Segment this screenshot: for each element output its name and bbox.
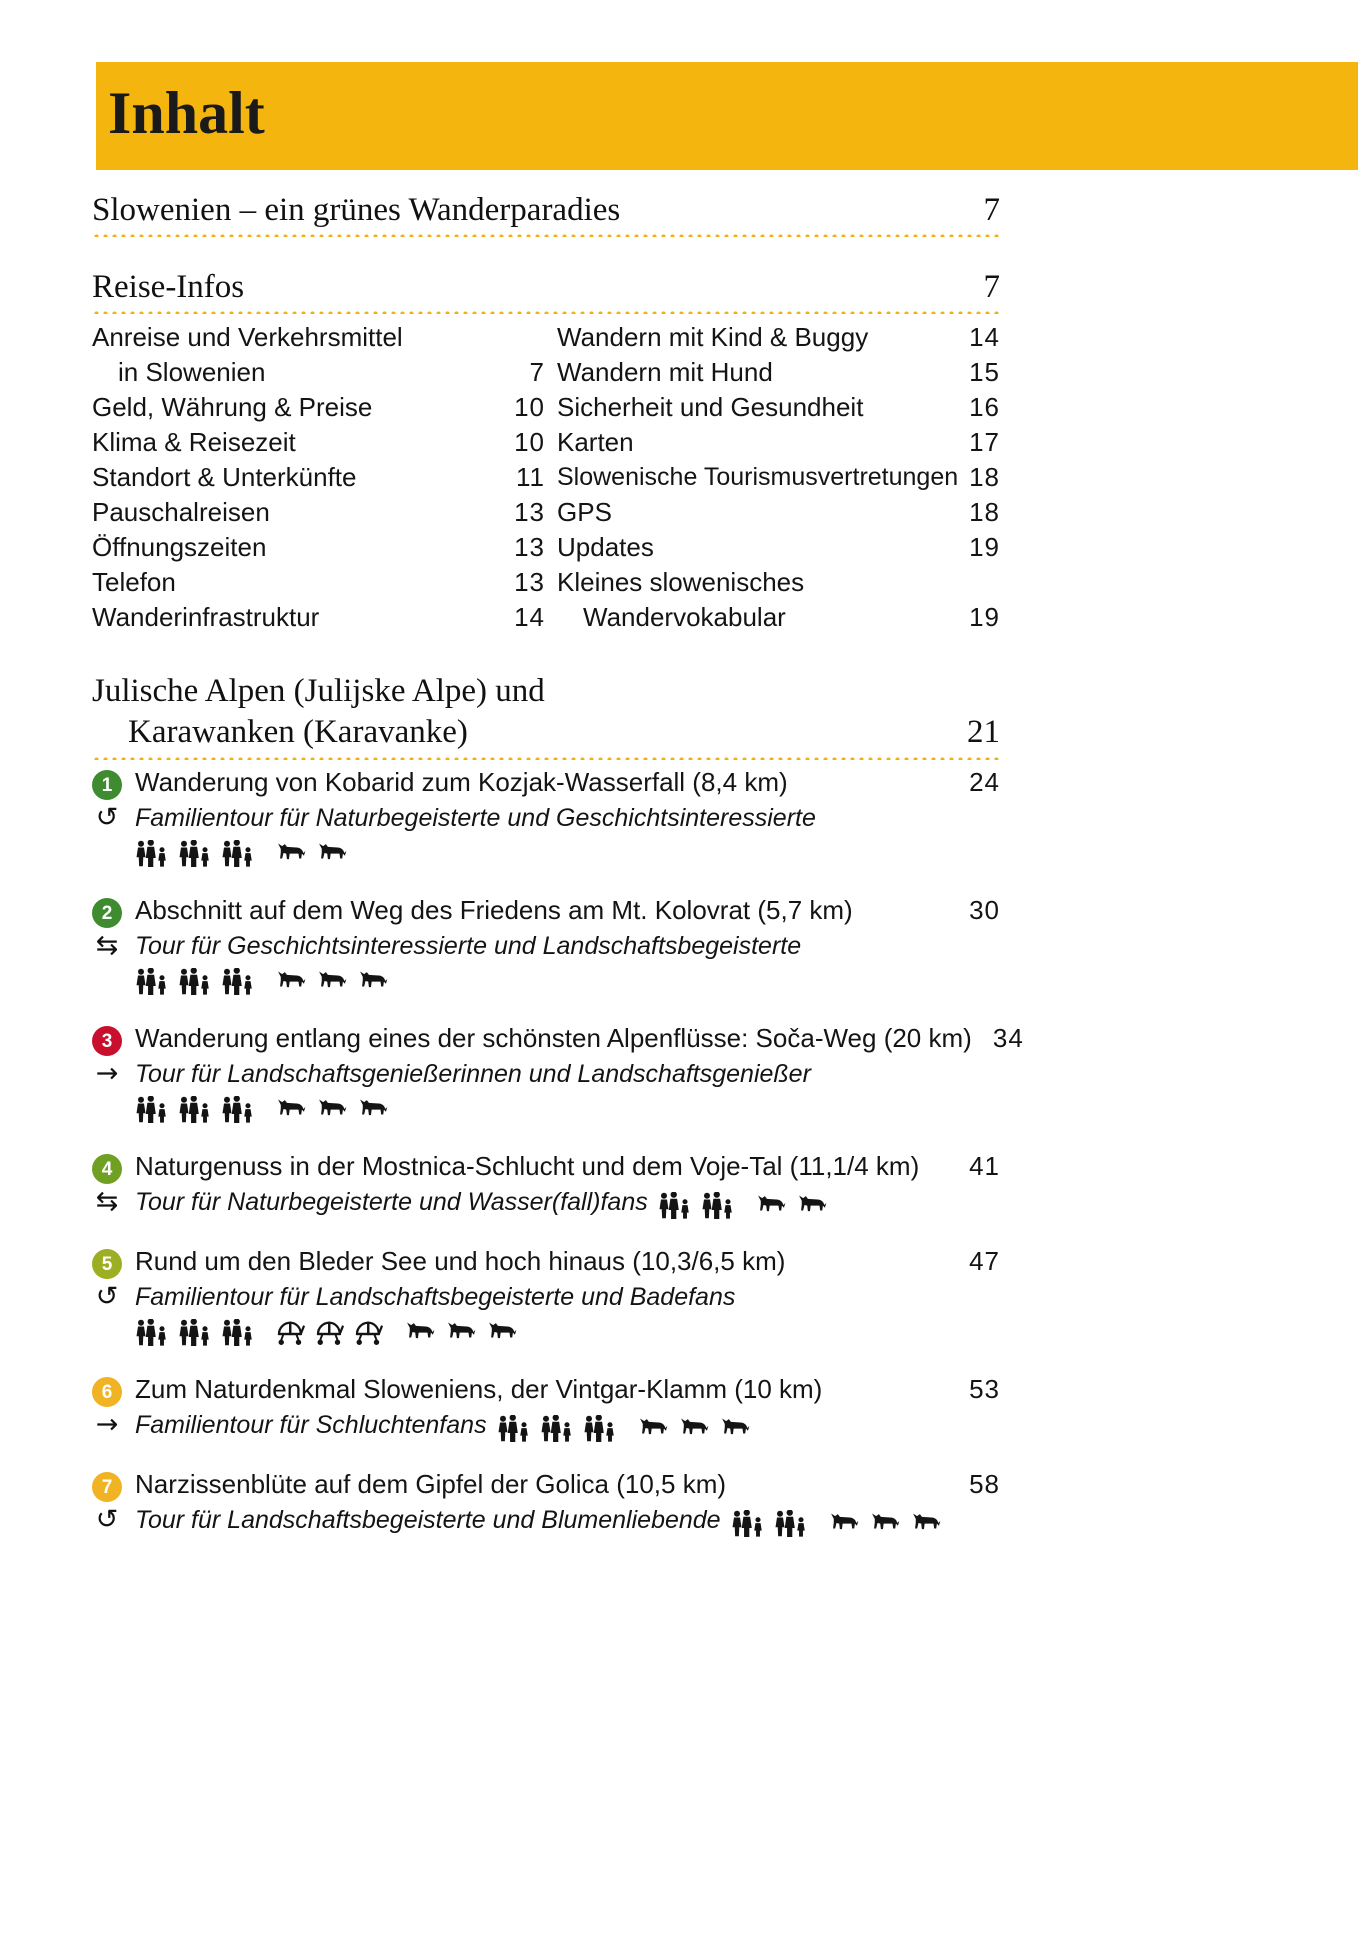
tour-title: Abschnitt auf dem Weg des Friedens am Mt. Kolovrat (5,7 km) [135,895,853,925]
toc-entry-page: 13 [514,532,545,562]
tour-entry[interactable] [92,892,1000,998]
toc-entry-page: 10 [514,427,545,457]
toc-entry-label[interactable]: Geld, Währung & Preise [92,392,373,422]
toc-entry-page: 18 [969,462,1000,492]
toc-content [92,190,1024,1539]
toc-entry-label[interactable]: Anreise und Verkehrsmittel [92,322,403,352]
toc-entry-page: 10 [514,392,545,422]
tour-number-badge: 7 [92,1472,122,1502]
tour-title: Wanderung von Kobarid zum Kozjak-Wasserfall (8,4 km) [135,767,788,797]
section-page-number: 7 [983,192,1000,228]
tour-description: Tour für Landschaftsbegeisterte und Blumenliebende [135,1503,952,1539]
pictogram-row [135,1315,1000,1349]
tour-description: Familientour für Landschaftsbegeisterte und Badefans [135,1283,736,1311]
tour-title: Narzissenblüte auf dem Gipfel der Golica (10,5 km) [135,1469,727,1499]
pictogram-row [731,1505,952,1539]
tour-list [92,764,1024,1539]
loop-icon: ↺ [95,1281,119,1312]
toc-entry-label[interactable]: Updates [557,532,654,562]
one-way-arrow-icon: → [95,1058,119,1089]
toc-entry-label[interactable]: Wandervokabular [583,602,786,632]
tour-description: Tour für Naturbegeisterte und Wasser(fall)fans [135,1185,838,1221]
dotted-leader-rule [92,232,1000,237]
section-title: Reise-Infos [92,269,245,305]
tour-title: Zum Naturdenkmal Sloweniens, der Vintgar-Klamm (10 km) [135,1374,823,1404]
toc-entry-label[interactable]: Telefon [92,567,176,597]
pictogram-row [658,1187,838,1221]
toc-entry-label[interactable]: Slowenische Tourismusvertretungen [557,463,959,491]
tour-page-number: 47 [969,1246,1000,1276]
chapter-title-line2: Karawanken (Karavanke) [128,714,468,750]
toc-entry-page [957,565,1000,600]
toc-entry-label[interactable]: GPS [557,497,612,527]
tour-entry[interactable] [92,1020,1024,1126]
tour-number-badge: 4 [92,1154,122,1184]
toc-entry-label[interactable]: Öffnungszeiten [92,532,267,562]
tour-entry[interactable] [92,1148,1000,1221]
toc-entry-label[interactable]: Kleines slowenisches [557,567,805,597]
tour-entry[interactable] [92,764,1000,870]
tour-description: Tour für Landschaftsgenießerinnen und Landschaftsgenießer [135,1060,811,1088]
tour-page-number: 34 [992,1023,1024,1053]
tour-number-badge: 5 [92,1249,122,1279]
toc-entry-label[interactable]: Wandern mit Kind & Buggy [557,322,869,352]
tour-entry[interactable] [92,1371,1000,1444]
page-title: Inhalt [108,80,265,146]
tour-page-number: 53 [969,1374,1000,1404]
one-way-arrow-icon: → [95,1409,119,1440]
pictogram-row [135,1092,1000,1126]
tour-page-number: 58 [969,1469,1000,1499]
header-banner [96,62,1358,170]
tour-entry[interactable] [92,1243,1000,1349]
toc-entry-page: 17 [969,427,1000,457]
there-and-back-icon: ⇆ [95,1186,119,1217]
pictogram-row [135,964,1000,998]
pictogram-row [135,836,1000,870]
tour-page-number: 24 [969,767,1000,797]
section-reise-infos[interactable] [92,267,1000,314]
tour-description: Tour für Geschichtsinteressierte und Landschaftsbegeisterte [135,932,802,960]
section-title: Slowenien – ein grünes Wanderparadies [92,192,621,228]
toc-entry-label[interactable]: Wanderinfrastruktur [92,602,320,632]
dotted-leader-rule [92,309,1000,314]
reise-infos-grid [92,320,1000,635]
tour-title: Wanderung entlang eines der schönsten Alpenflüsse: Soča-Weg (20 km) [135,1023,972,1053]
tour-description: Familientour für Schluchtenfans [135,1408,761,1444]
tour-title: Rund um den Bleder See und hoch hinaus (10,3/6,5 km) [135,1246,786,1276]
dotted-leader-rule [92,755,1000,760]
chapter-page-number: 21 [967,714,1000,750]
toc-entry-page: 19 [969,602,1000,632]
chapter-title-line1: Julische Alpen (Julijske Alpe) und [92,673,545,709]
section-intro[interactable] [92,190,1000,237]
toc-entry-label[interactable]: in Slowenien [118,357,266,387]
toc-entry-label[interactable]: Karten [557,427,634,457]
tour-description: Familientour für Naturbegeisterte und Geschichtsinteressierte [135,804,816,832]
tour-number-badge: 6 [92,1377,122,1407]
toc-entry-page: 16 [969,392,1000,422]
tour-title: Naturgenuss in der Mostnica-Schlucht und dem Voje-Tal (11,1/4 km) [135,1151,920,1181]
toc-entry-page: 14 [969,322,1000,352]
toc-entry-page: 7 [529,357,545,387]
toc-entry-page: 11 [516,462,545,492]
loop-icon: ↺ [95,802,119,833]
toc-entry-page: 13 [514,497,545,527]
toc-entry-page: 14 [514,602,545,632]
tour-number-badge: 3 [92,1026,122,1056]
loop-icon: ↺ [95,1504,119,1535]
chapter-heading[interactable] [92,671,1000,760]
toc-entry-label[interactable]: Sicherheit und Gesundheit [557,392,864,422]
pictogram-row [497,1410,761,1444]
tour-number-badge: 1 [92,770,122,800]
toc-entry-page: 13 [514,567,545,597]
tour-entry[interactable] [92,1466,1000,1539]
toc-entry-page: 18 [969,497,1000,527]
toc-entry-page: 15 [969,357,1000,387]
toc-entry-label[interactable]: Klima & Reisezeit [92,427,296,457]
tour-page-number: 30 [969,895,1000,925]
toc-entry-label[interactable]: Standort & Unterkünfte [92,462,357,492]
toc-entry-page: 19 [969,532,1000,562]
toc-entry-label[interactable]: Pauschalreisen [92,497,270,527]
toc-entry-label[interactable]: Wandern mit Hund [557,357,773,387]
tour-number-badge: 2 [92,898,122,928]
section-page-number: 7 [983,269,1000,305]
tour-page-number: 41 [969,1151,1000,1181]
there-and-back-icon: ⇆ [95,930,119,961]
toc-entry-page [507,320,557,355]
